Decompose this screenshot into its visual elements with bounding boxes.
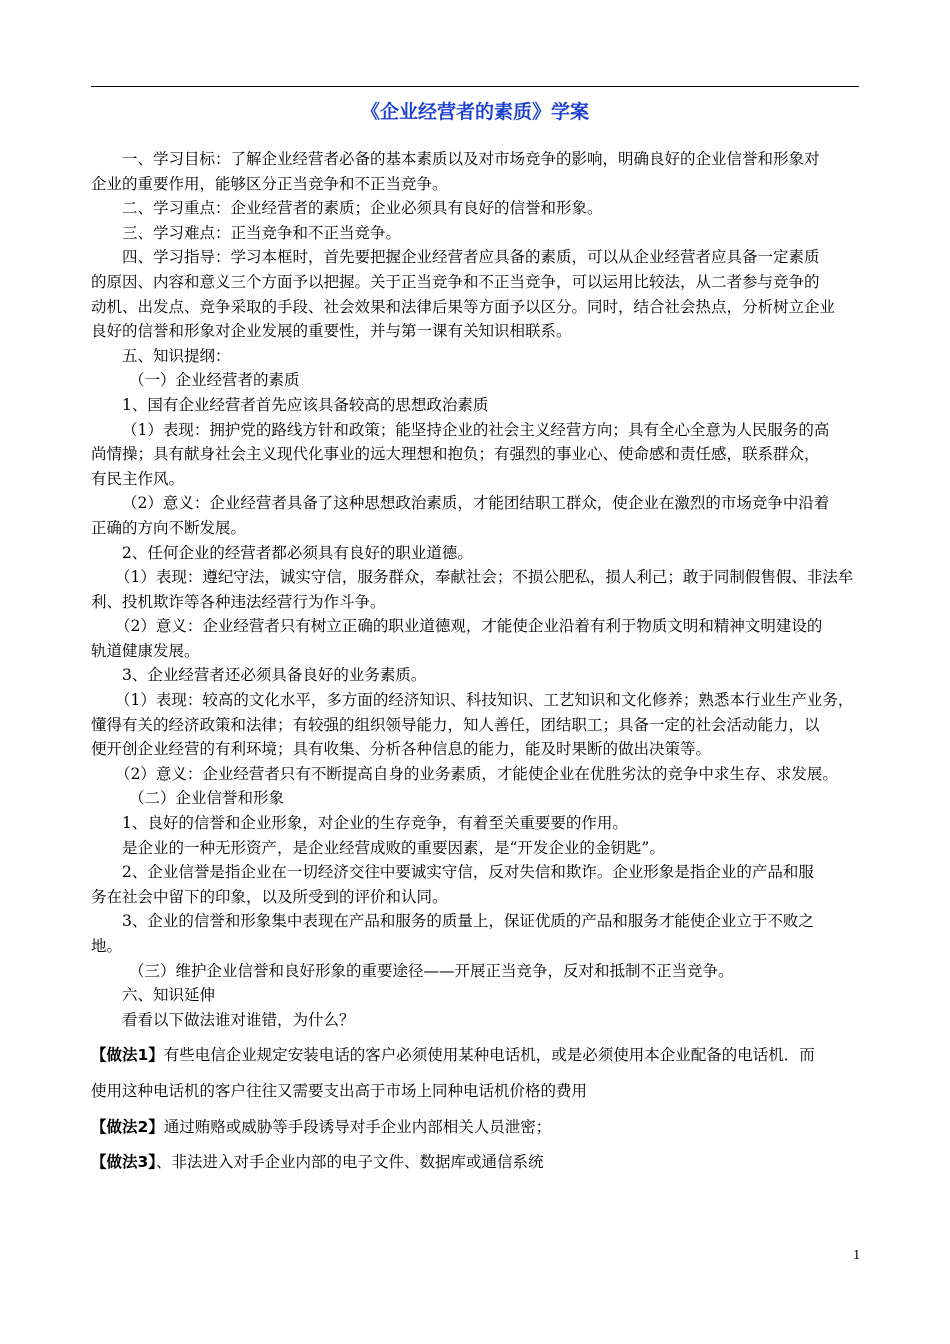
page-number: 1 [853, 1248, 861, 1262]
section-heading: 五、知识提纲： [122, 346, 231, 365]
paragraph-line: （2）意义：企业经营者具备了这种思想政治素质，才能团结职工群众，使企业在激烈的市场竞争中沿着 [122, 494, 830, 513]
paragraph-line: 3、企业经营者还必须具备良好的业务素质。 [122, 666, 427, 685]
practice-label: 【做法3】 [91, 1153, 157, 1172]
subsection-heading: （三）维护企业信誉和良好形象的重要途径——开展正当竞争，反对和抵制不正当竞争。 [129, 961, 734, 980]
paragraph-line: 三、学习难点：正当竞争和不正当竞争。 [122, 223, 402, 242]
paragraph-line: 一、学习目标：了解企业经营者必备的基本素质以及对市场竞争的影响，明确良好的企业信誉和形象对 [122, 150, 820, 168]
paragraph-line: 有民主作风。 [91, 469, 185, 488]
paragraph-line: 看看以下做法谁对谁错，为什么？ [122, 1010, 355, 1029]
practice-text: 通过贿赂或威胁等手段诱导对手企业内部相关人员泄密； [163, 1117, 552, 1136]
practice-item [91, 1115, 861, 1140]
paragraph-line: 2、企业信誉是指企业在一切经济交往中要诚实守信，反对失信和欺诈。企业形象是指企业的产品和服 [122, 863, 814, 882]
paragraph-line: 二、学习重点：企业经营者的素质；企业必须具有良好的信誉和形象。 [122, 199, 603, 218]
paragraph-line: 利、投机欺诈等各种违法经营行为作斗争。 [91, 592, 386, 611]
paragraph-line: 1、国有企业经营者首先应该具备较高的思想政治素质 [122, 395, 489, 414]
paragraph-line: 轨道健康发展。 [91, 641, 200, 660]
paragraph-line: 正确的方向不断发展。 [91, 518, 247, 537]
page-title: 《企业经营者的素质》学案 [360, 101, 589, 123]
paragraph-line: 动机、出发点、竞争采取的手段、社会效果和法律后果等方面予以区分。同时，结合社会热点，分析树立企业 [91, 297, 836, 316]
paragraph-line: 良好的信誉和形象对企业发展的重要性，并与第一课有关知识相联系。 [91, 322, 572, 341]
paragraph-line: 务在社会中留下的印象，以及所受到的评价和认同。 [91, 887, 448, 906]
document-body [91, 147, 861, 1175]
subsection-heading: （一）企业经营者的素质 [129, 371, 300, 390]
paragraph-line: （2）意义：企业经营者只有树立正确的职业道德观，才能使企业沿着有利于物质文明和精神文明建设的 [115, 617, 823, 636]
practice-text: 使用这种电话机的客户往往又需要支出高于市场上同种电话机价格的费用 [91, 1081, 588, 1100]
paragraph-line: 的原因、内容和意义三个方面予以把握。关于正当竞争和不正当竞争，可以运用比较法，从二者参与竞争的 [91, 272, 820, 291]
paragraph-line: 便开创企业经营的有利环境；具有收集、分析各种信息的能力，能及时果断的做出决策等。 [91, 740, 712, 759]
paragraph-line: （1）表现：较高的文化水平，多方面的经济知识、科技知识、工艺知识和文化修养；熟悉本行业生产业务， [115, 691, 854, 710]
paragraph-line: （1）表现：拥护党的路线方针和政策；能坚持企业的社会主义经营方向；具有全心全意为人民服务的高 [122, 420, 830, 439]
paragraph-line: 是企业的一种无形资产，是企业经营成败的重要因素，是“开发企业的金钥匙”。 [122, 838, 665, 857]
paragraph-line: 3、企业的信誉和形象集中表现在产品和服务的质量上，保证优质的产品和服务才能使企业立于不败之 [122, 912, 814, 931]
practice-text: 、非法进入对手企业内部的电子文件、数据库或通信系统 [156, 1153, 544, 1172]
practice-item [91, 1150, 861, 1175]
practice-item [91, 1043, 861, 1068]
subsection-heading: （二）企业信誉和形象 [129, 789, 285, 808]
section-heading: 六、知识延伸 [122, 986, 216, 1005]
practice-label: 【做法1】 [91, 1046, 164, 1065]
practice-label: 【做法2】 [91, 1117, 164, 1136]
paragraph-line: 四、学习指导：学习本框时，首先要把握企业经营者应具备的素质，可以从企业经营者应具备一定素质 [122, 248, 820, 267]
paragraph-line: （2）意义：企业经营者只有不断提高自身的业务素质，才能使企业在优胜劣汰的竞争中求生存、求发展。 [115, 764, 838, 783]
header-rule [91, 86, 859, 87]
practice-item [91, 1079, 861, 1104]
paragraph-line: 尚情操；具有献身社会主义现代化事业的远大理想和抱负；有强烈的事业心、使命感和责任感，联系群众， [91, 445, 820, 464]
practice-text: 有些电信企业规定安装电话的客户必须使用某种电话机，或是必须使用本企业配备的电话机．而 [163, 1046, 815, 1065]
paragraph-line: 2、任何企业的经营者都必须具有良好的职业道德。 [122, 543, 473, 562]
paragraph-line: 1、良好的信誉和企业形象，对企业的生存竞争，有着至关重要要的作用。 [122, 814, 628, 833]
paragraph-line: （1）表现：遵纪守法，诚实守信，服务群众，奉献社会；不损公肥私，损人利己；敢于同制假售假、非法牟 [115, 568, 854, 587]
paragraph-line: 地。 [91, 937, 123, 955]
paragraph-line: 懂得有关的经济政策和法律；有较强的组织领导能力，知人善任，团结职工；具备一定的社会活动能力，以 [91, 715, 820, 734]
paragraph-line: 企业的重要作用，能够区分正当竞争和不正当竞争。 [91, 174, 448, 193]
